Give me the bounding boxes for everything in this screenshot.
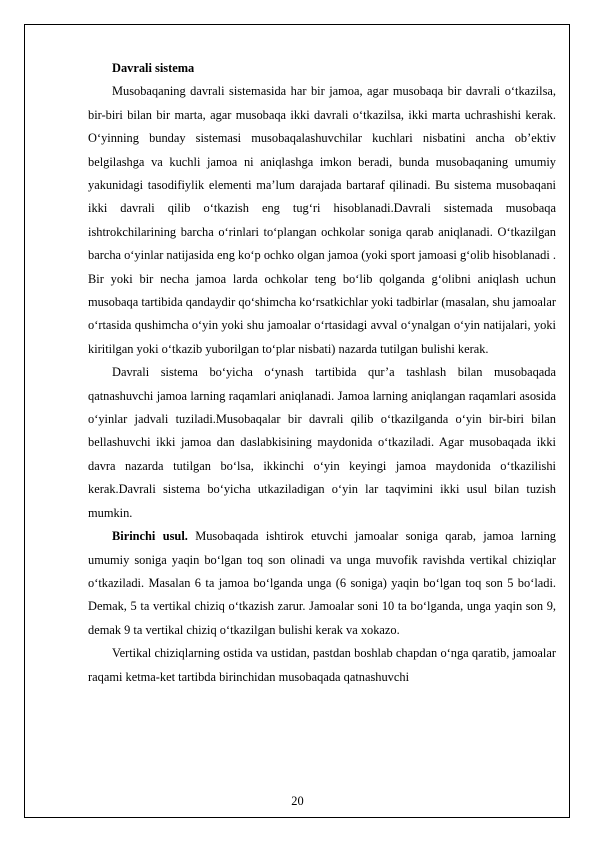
page-number: 20 bbox=[291, 794, 304, 808]
paragraph-text: Musobaqaning davrali sistemasida har bir jamoa, agar musobaqa bir davrali o‘tkazilsa, bir-biri bilan bir marta, agar musobaqa ikki davrali o‘tkazilsa, ikki marta uchrashishi kerak. O‘yinning bunday sistemasi musobaqalashuvchilar kuchlari nisbatini ancha ob’ektiv belgilashga va kuchli jamoa ni aniqlashga imkon beradi, bunda musobaqaning umumiy yakunidagi tasodifiylik elementi ma’lum darajada bartaraf qilinadi. Bu sistema musobaqani ikki davrali qilib o‘tkazish eng tug‘ri hisoblanadi.Davrali sistemada musobaqa ishtrokchilarining barcha o‘rinlari to‘plangan ochkolar soniga qarab aniqlanadi. O‘tkazilgan barcha o‘yinlar natijasida eng ko‘p ochko olgan jamoa (yoki sport jamoasi g‘olib hisoblanadi . Bir yoki bir necha jamoa larda ochkolar teng bo‘lib qolganda g‘olibni aniqlash uchun musobaqa tartibida qandaydir qo‘shimcha ko‘rsatkichlar yoki tadbirlar (masalan, shu jamoalar o‘rtasida qushimcha o‘yin yoki shu jamoalar o‘rtasidagi avval o‘ynalgan o‘yin natijalari, yoki kiritilgan yoki o‘tkazib yuborilgan to‘plar nisbati) nazarda tutilgan bulishi kerak. bbox=[88, 84, 556, 356]
paragraph-text: Vertikal chiziqlarning ostida va ustidan, pastdan boshlab chapdan o‘nga qaratib, jamoalar raqami ketma-ket tartibda birinchidan musobaqada qatnashuvchi bbox=[88, 646, 556, 684]
paragraph-1 bbox=[88, 80, 556, 361]
paragraph-text: Davrali sistema bo‘yicha o‘ynash tartibida qur’a tashlash bilan musobaqada qatnashuvchi jamoa larning raqamlari aniqlanadi. Jamoa larning aniqlangan raqamlari asosida o‘yinlar jadvali tuziladi.Musobaqalar bir davrali qilib o‘tkazilganda o‘yin bir-biri bilan bellashuvchi ikki jamoa dan daslabkisining maydonida o‘tkaziladi. Agar musobaqada ikki davra nazarda tutilgan bo‘lsa, ikkinchi o‘yin keyingi jamoa maydonida o‘tkazilishi kerak.Davrali sistema bo‘yicha utkaziladigan o‘yin lar taqvimini ikki usul bilan tuzish mumkin. bbox=[88, 365, 556, 520]
paragraph-2 bbox=[88, 361, 556, 525]
paragraph-4 bbox=[88, 642, 556, 689]
paragraph-3 bbox=[88, 525, 556, 642]
paragraph-text: Musobaqada ishtirok etuvchi jamoalar soniga qarab, jamoa larning umumiy soniga yaqin bo‘lgan toq son olinadi va unga muvofik ravishda vertikal chiziqlar o‘tkaziladi. Masalan 6 ta jamoa bo‘lganda unga (6 soniga) yaqin bo‘lgan toq son 5 bo‘ladi. Demak, 5 ta vertikal chiziq o‘tkazish zarur. Jamoalar soni 10 ta bo‘lganda, unga yaqin son 9, demak 9 ta vertikal chiziq o‘tkazilgan bulishi kerak va xokazo. bbox=[88, 529, 556, 637]
paragraph-lead: Birinchi usul. bbox=[112, 529, 188, 544]
section-heading: Davrali sistema bbox=[112, 61, 195, 75]
document-body bbox=[88, 57, 556, 689]
